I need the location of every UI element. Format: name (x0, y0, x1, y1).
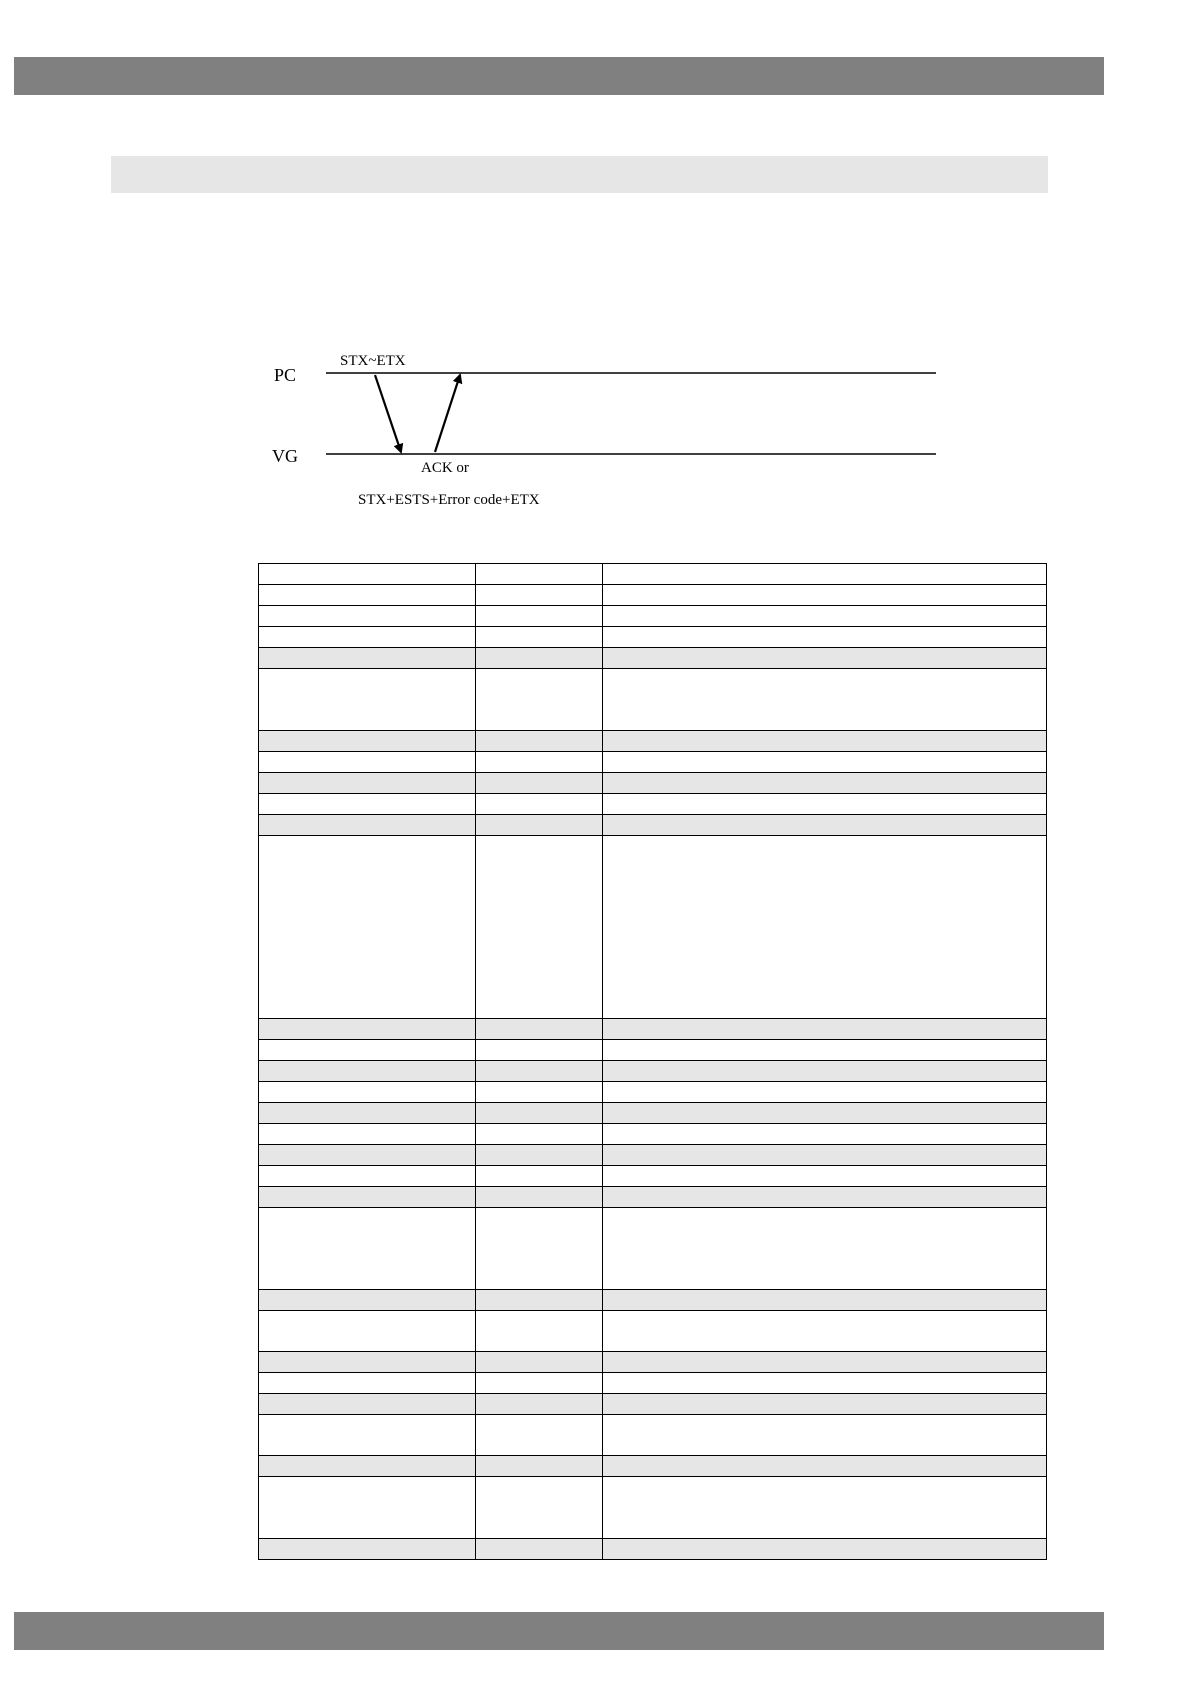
table-row (259, 1456, 1047, 1477)
table-row (259, 1166, 1047, 1187)
table-cell (603, 606, 1047, 627)
table-cell (603, 1103, 1047, 1124)
table-cell (476, 648, 603, 669)
table-cell (603, 648, 1047, 669)
table-cell (603, 564, 1047, 585)
table-cell (259, 1290, 476, 1311)
page-header-bar (14, 57, 1104, 95)
table-cell (603, 1145, 1047, 1166)
table-cell (603, 1415, 1047, 1456)
table-cell (476, 1061, 603, 1082)
table-row (259, 1373, 1047, 1394)
table-cell (476, 1290, 603, 1311)
table-cell (259, 1040, 476, 1061)
table-cell (259, 564, 476, 585)
table-cell (259, 773, 476, 794)
send-message-label: STX~ETX (340, 353, 406, 369)
vg-label: VG (272, 446, 298, 466)
table-cell (476, 731, 603, 752)
table-cell (476, 1456, 603, 1477)
table-row (259, 1040, 1047, 1061)
table-row (259, 1539, 1047, 1560)
table-cell (603, 815, 1047, 836)
reply-arrow (435, 375, 460, 452)
table-cell (476, 1019, 603, 1040)
table-row (259, 585, 1047, 606)
table-row (259, 606, 1047, 627)
sequence-diagram-svg (260, 345, 960, 515)
table-cell (603, 585, 1047, 606)
table-cell (259, 606, 476, 627)
table-cell (259, 648, 476, 669)
table-cell (476, 1477, 603, 1539)
table-cell (476, 1040, 603, 1061)
table-cell (259, 1311, 476, 1352)
table-row (259, 815, 1047, 836)
table-cell (259, 1103, 476, 1124)
table-row (259, 627, 1047, 648)
table-cell (603, 794, 1047, 815)
table-cell (259, 1187, 476, 1208)
table-row (259, 648, 1047, 669)
table-cell (603, 752, 1047, 773)
table-cell (476, 1082, 603, 1103)
table-row (259, 1208, 1047, 1290)
table-cell (259, 1477, 476, 1539)
table-cell (603, 731, 1047, 752)
table-row (259, 1082, 1047, 1103)
table-cell (603, 1290, 1047, 1311)
table-row (259, 1019, 1047, 1040)
table-cell (476, 669, 603, 731)
reply-message-label: ACK or (421, 460, 469, 476)
table-cell (476, 585, 603, 606)
table-cell (603, 1311, 1047, 1352)
table-cell (476, 627, 603, 648)
communication-sequence-diagram (260, 345, 960, 515)
table-cell (259, 794, 476, 815)
table-cell (259, 1166, 476, 1187)
table-row (259, 1477, 1047, 1539)
table-row (259, 669, 1047, 731)
table-cell (603, 1019, 1047, 1040)
table-cell (476, 1103, 603, 1124)
table-cell (259, 1124, 476, 1145)
table-cell (259, 731, 476, 752)
table-cell (476, 1415, 603, 1456)
table-cell (476, 564, 603, 585)
table-cell (603, 1208, 1047, 1290)
table-row (259, 1394, 1047, 1415)
table-cell (603, 1352, 1047, 1373)
table-row (259, 1103, 1047, 1124)
table-cell (476, 1373, 603, 1394)
table-cell (476, 815, 603, 836)
table-cell (603, 1040, 1047, 1061)
table-cell (603, 1166, 1047, 1187)
table-row (259, 731, 1047, 752)
table-row (259, 1124, 1047, 1145)
command-table-body (259, 564, 1047, 1560)
table-cell (476, 1124, 603, 1145)
table-cell (603, 1477, 1047, 1539)
table-cell (603, 1394, 1047, 1415)
table-row (259, 1061, 1047, 1082)
table-cell (259, 1373, 476, 1394)
table-cell (603, 627, 1047, 648)
table-cell (476, 1311, 603, 1352)
table-row (259, 1145, 1047, 1166)
table-cell (259, 1415, 476, 1456)
table-row (259, 773, 1047, 794)
table-cell (603, 773, 1047, 794)
table-cell (603, 1187, 1047, 1208)
table-cell (259, 1145, 476, 1166)
table-cell (259, 752, 476, 773)
table-cell (259, 1394, 476, 1415)
table-cell (259, 1019, 476, 1040)
table-cell (259, 627, 476, 648)
table-row (259, 794, 1047, 815)
table-cell (476, 1166, 603, 1187)
table-cell (476, 773, 603, 794)
table-cell (603, 836, 1047, 1019)
table-cell (476, 1539, 603, 1560)
table-row (259, 1187, 1047, 1208)
table-cell (259, 1456, 476, 1477)
page-footer-bar (14, 1612, 1104, 1650)
table-row (259, 1415, 1047, 1456)
table-cell (259, 1539, 476, 1560)
error-message-label: STX+ESTS+Error code+ETX (358, 492, 540, 508)
table-row (259, 1311, 1047, 1352)
table-cell (603, 1456, 1047, 1477)
table-cell (476, 752, 603, 773)
table-cell (259, 1082, 476, 1103)
table-cell (603, 1061, 1047, 1082)
table-cell (476, 836, 603, 1019)
table-cell (476, 1145, 603, 1166)
table-row (259, 836, 1047, 1019)
table-cell (476, 606, 603, 627)
table-cell (476, 1187, 603, 1208)
table-cell (259, 669, 476, 731)
table-cell (259, 1208, 476, 1290)
pc-label: PC (274, 365, 297, 385)
table-row (259, 1290, 1047, 1311)
table-cell (476, 1352, 603, 1373)
table-cell (603, 1373, 1047, 1394)
table-cell (259, 1352, 476, 1373)
table-cell (259, 815, 476, 836)
table-row (259, 752, 1047, 773)
table-cell (476, 1208, 603, 1290)
table-cell (259, 1061, 476, 1082)
table-cell (603, 669, 1047, 731)
send-arrow (375, 375, 401, 452)
table-cell (603, 1082, 1047, 1103)
table-row (259, 1352, 1047, 1373)
table-cell (603, 1539, 1047, 1560)
table-cell (476, 1394, 603, 1415)
command-table (258, 563, 1047, 1560)
table-cell (259, 585, 476, 606)
table-cell (476, 794, 603, 815)
table-row (259, 564, 1047, 585)
table-cell (603, 1124, 1047, 1145)
table-cell (259, 836, 476, 1019)
section-title-band (111, 156, 1048, 193)
